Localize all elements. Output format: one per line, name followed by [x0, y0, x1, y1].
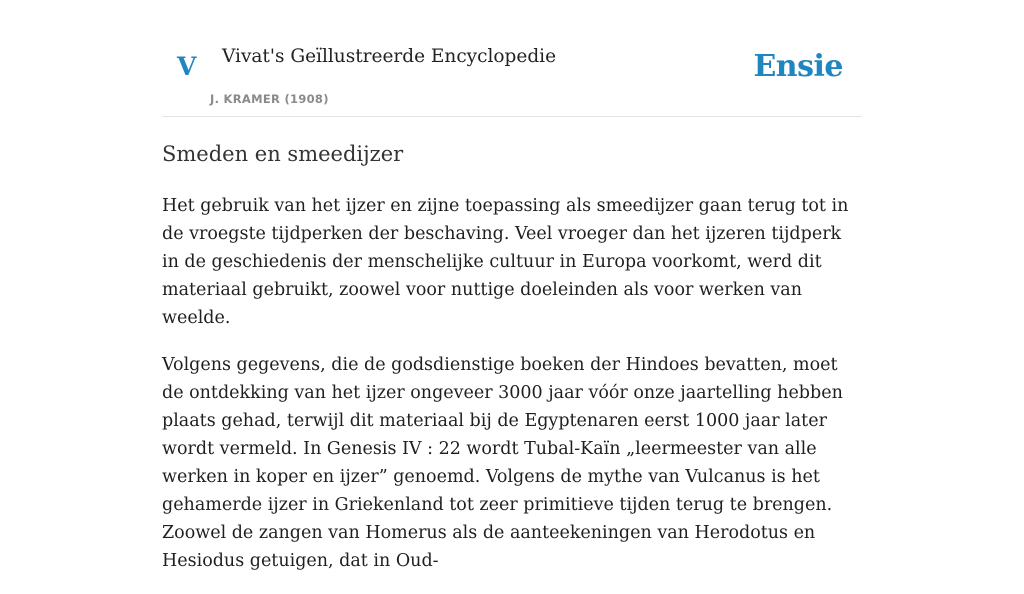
paragraph: Het gebruik van het ijzer en zijne toepassing als smeedijzer gaan terug tot in de vroegste tijdperken der beschaving. Veel vroeger dan het ijzeren tijdperk in de geschiedenis der menschelijke cultuur in Europa voorkomt, werd dit materiaal gebruikt, zoowel voor nuttige doeleinden als voor werken van weelde. — [162, 196, 849, 328]
author-credit: J. KRAMER (1908) — [210, 92, 329, 106]
page-header — [162, 0, 862, 117]
article-title: Smeden en smeedijzer — [162, 142, 404, 166]
ensie-brand-logo[interactable]: Ensie — [753, 49, 843, 84]
encyclopedia-logo[interactable]: V — [177, 52, 197, 81]
article-body — [162, 192, 862, 594]
encyclopedia-title-link[interactable]: Vivat's Geïllustreerde Encyclopedie — [222, 46, 557, 67]
page-container — [162, 0, 862, 571]
paragraph: Volgens gegevens, die de godsdienstige boeken der Hindoes bevatten, moet de ontdekking van het ijzer ongeveer 3000 jaar vóór onze jaartelling hebben plaats gehad, terwijl dit materiaal bij de Egyptenaren eerst 1000 jaar later wordt vermeld. In Genesis IV : 22 wordt Tubal-Kaïn „leermeester van alle werken in koper en ijzer” genoemd. Volgens de mythe van Vulcanus is het gehamerde ijzer in Griekenland tot zeer primitieve tijden terug te brengen. Zoowel de zangen van Homerus als de aanteekeningen van Herodotus en Hesiodus getuigen, dat in Oud- — [162, 355, 843, 571]
